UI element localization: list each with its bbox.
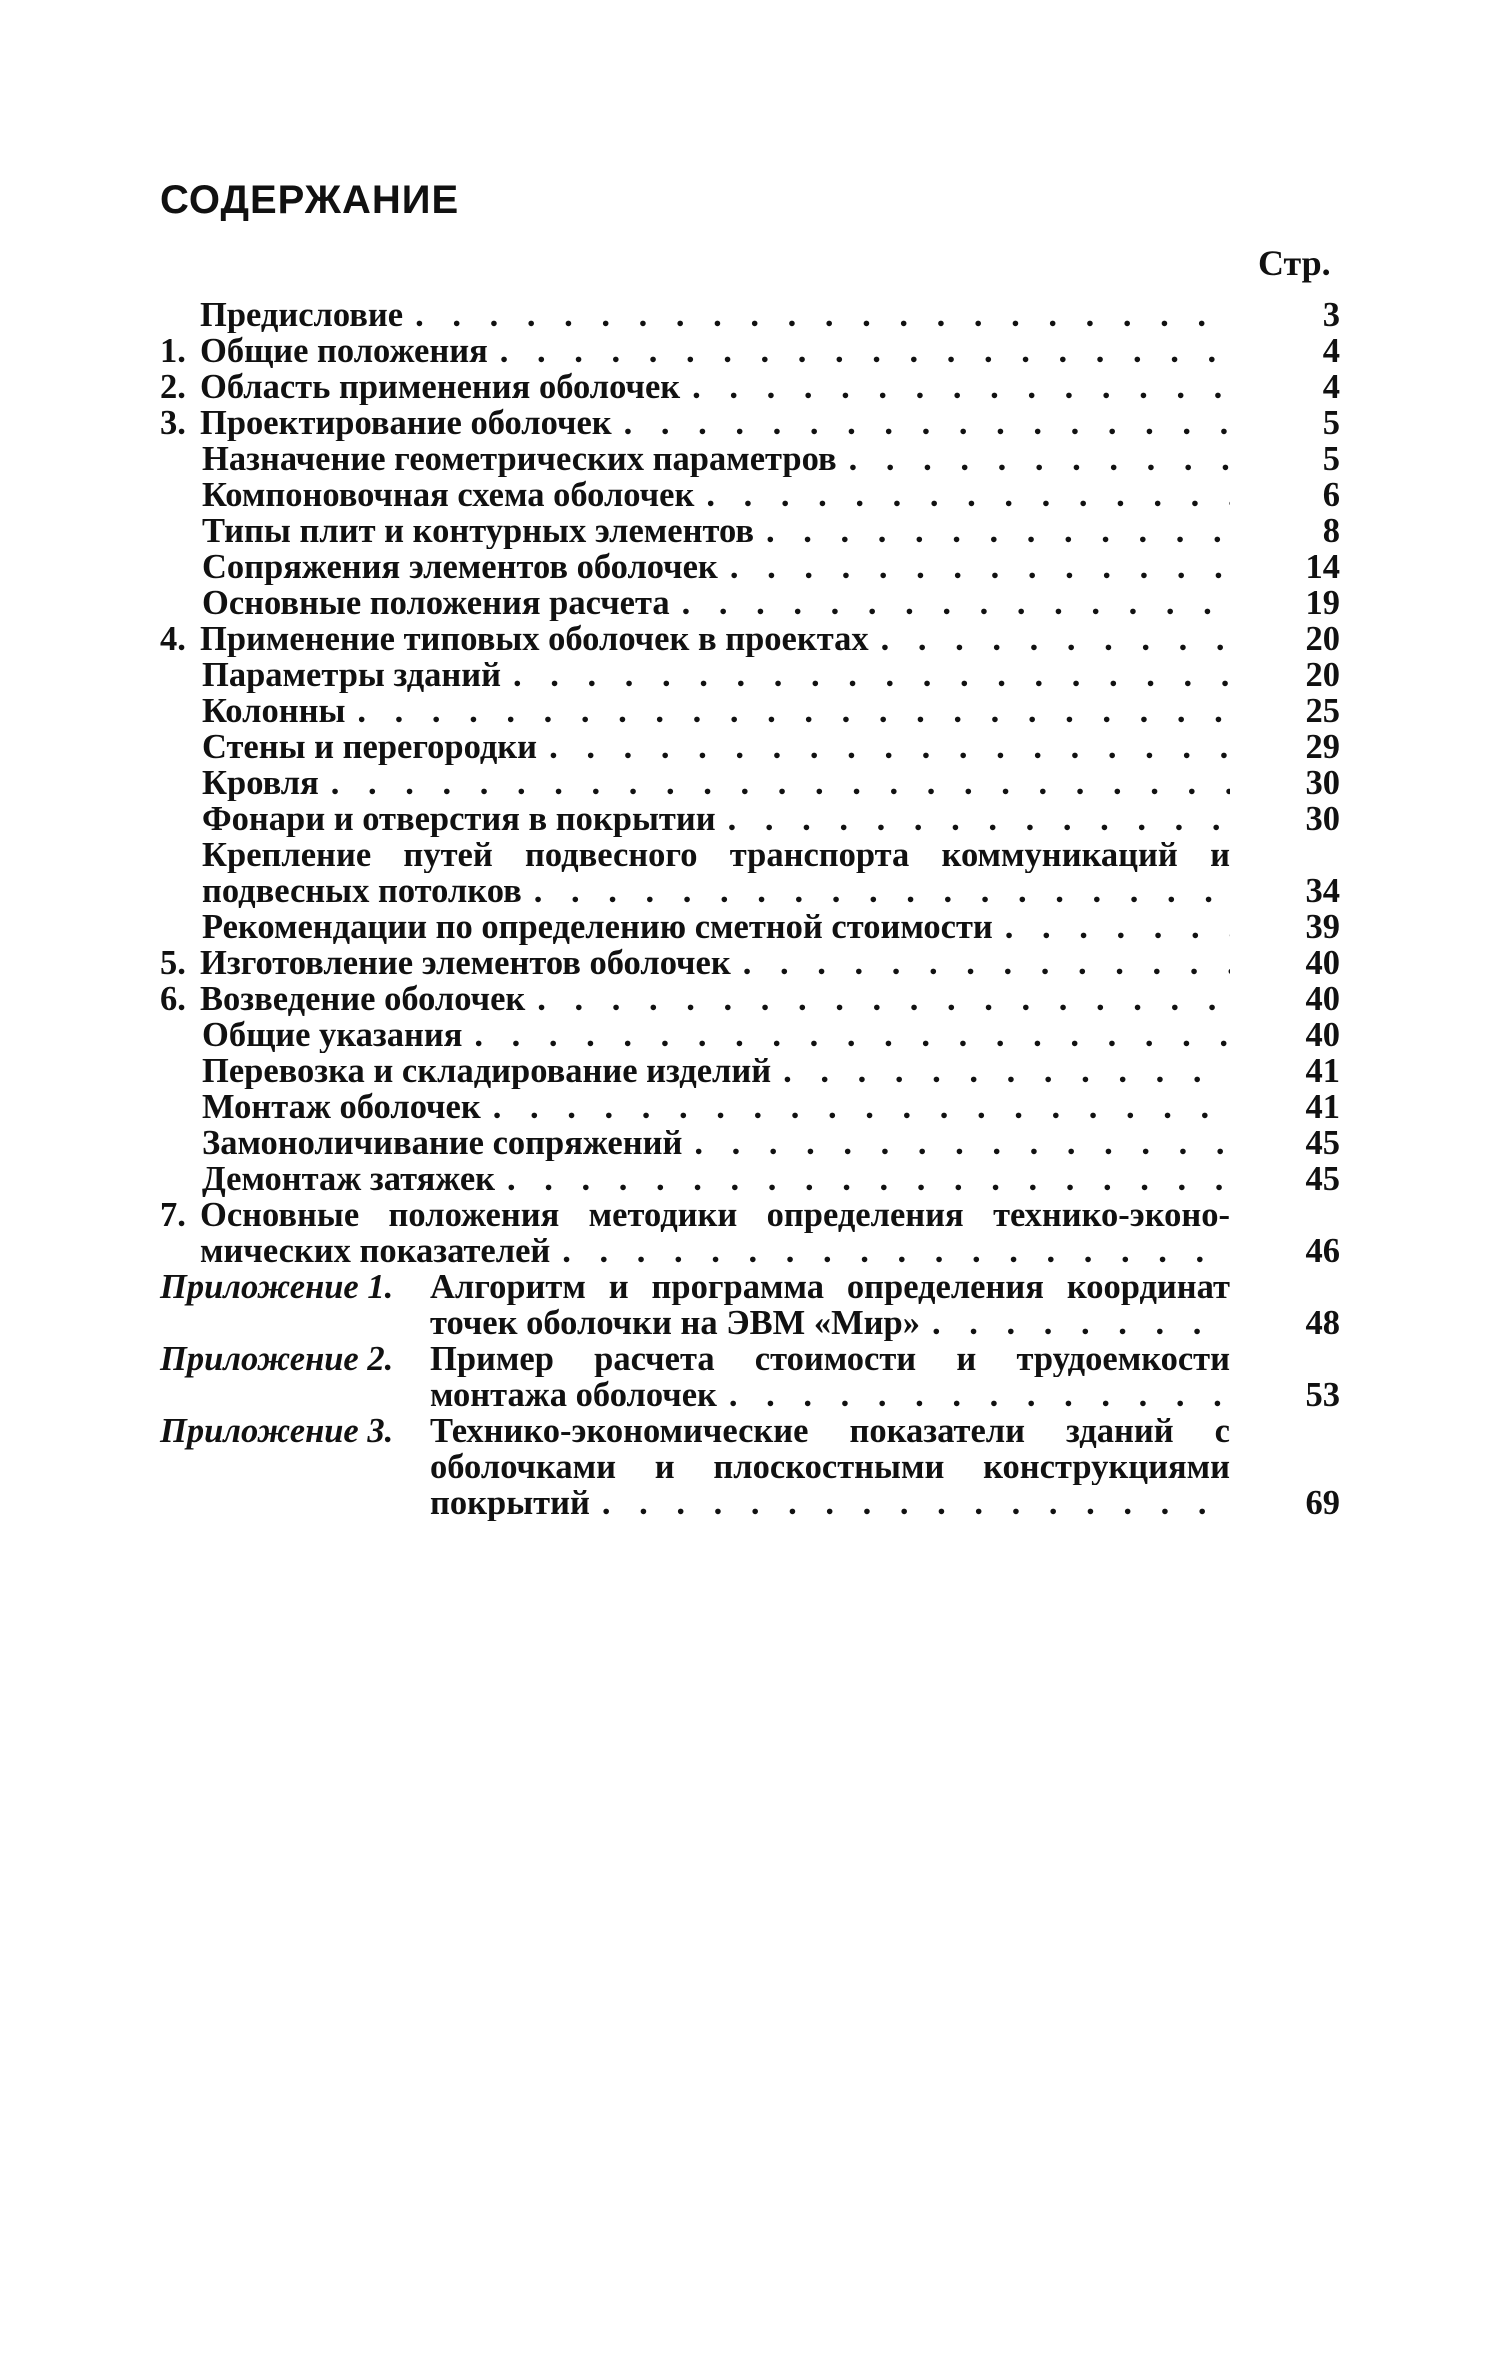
dot-leader xyxy=(716,801,1230,837)
entry-title-text: Колонны xyxy=(202,693,346,729)
entry-number: 2. xyxy=(160,368,186,406)
toc-entry[interactable] xyxy=(160,441,1340,477)
dot-leader xyxy=(501,657,1230,693)
entry-title-text: Демонтаж затяжек xyxy=(202,1161,496,1197)
entry-title xyxy=(202,549,1230,585)
entry-page-number: 14 xyxy=(1305,548,1340,586)
dot-leader xyxy=(680,369,1230,405)
entry-title xyxy=(200,621,1230,657)
entry-page-number: 34 xyxy=(1305,872,1340,910)
entry-title-text: Рекомендации по определению сметной стоимости xyxy=(202,909,993,945)
entry-title-text: подвесных потолков xyxy=(202,873,522,909)
entry-page-number: 5 xyxy=(1322,440,1340,478)
toc-entry[interactable] xyxy=(160,549,1340,585)
entry-title-text: Крепление путей подвесного транспорта коммуникаций и xyxy=(202,837,1230,873)
entry-title-text: Применение типовых оболочек в проектах xyxy=(200,621,869,657)
entry-page-number: 41 xyxy=(1305,1052,1340,1090)
toc-entry[interactable] xyxy=(160,765,1340,801)
entry-title xyxy=(200,369,1230,405)
entry-title xyxy=(200,945,1230,981)
entry-title-text: Типы плит и контурных элементов xyxy=(202,513,754,549)
entry-title-text: оболочками и плоскостными конструкциями xyxy=(430,1449,1230,1485)
entry-title xyxy=(430,1413,1230,1449)
toc-entry[interactable] xyxy=(160,837,1340,873)
dot-leader xyxy=(670,585,1230,621)
entry-title xyxy=(202,729,1230,765)
entry-number: 4. xyxy=(160,620,186,658)
entry-title xyxy=(200,297,1230,333)
entry-page-number: 6 xyxy=(1322,476,1340,514)
entry-title-text: Фонари и отверстия в покрытии xyxy=(202,801,716,837)
entry-title xyxy=(202,1161,1230,1197)
entry-title-text: Общие положения xyxy=(200,333,488,369)
entry-page-number: 4 xyxy=(1322,332,1340,370)
entry-title xyxy=(202,585,1230,621)
entry-page-number: 30 xyxy=(1305,800,1340,838)
entry-page-number: 69 xyxy=(1305,1484,1340,1522)
toc-entry[interactable] xyxy=(160,477,1340,513)
toc-entry[interactable] xyxy=(160,1089,1340,1125)
entry-page-number: 53 xyxy=(1305,1376,1340,1414)
entry-title-text: Технико-экономические показатели зданий с xyxy=(430,1413,1230,1449)
entry-title-text: Алгоритм и программа определения координат xyxy=(430,1269,1230,1305)
entry-number: 7. xyxy=(160,1196,186,1234)
entry-title-text: Сопряжения элементов оболочек xyxy=(202,549,718,585)
entry-page-number: 46 xyxy=(1305,1232,1340,1270)
dot-leader xyxy=(682,1125,1230,1161)
entry-title-text: Пример расчета стоимости и трудоемкости xyxy=(430,1341,1230,1377)
entry-page-number: 40 xyxy=(1305,980,1340,1018)
entry-title-text: Изготовление элементов оболочек xyxy=(200,945,731,981)
entry-title xyxy=(200,333,1230,369)
dot-leader xyxy=(488,333,1230,369)
entry-title xyxy=(202,801,1230,837)
entry-title-text: Основные положения расчета xyxy=(202,585,670,621)
dot-leader xyxy=(717,1377,1230,1413)
entry-title xyxy=(202,873,1230,909)
dot-leader xyxy=(612,405,1230,441)
entry-page-number: 39 xyxy=(1305,908,1340,946)
dot-leader xyxy=(462,1017,1230,1053)
toc-entry[interactable] xyxy=(160,1161,1340,1197)
entry-title-text: Область применения оболочек xyxy=(200,369,681,405)
dot-leader xyxy=(754,513,1230,549)
entry-title xyxy=(430,1341,1230,1377)
entry-page-number: 5 xyxy=(1322,404,1340,442)
entry-number: 3. xyxy=(160,404,186,442)
entry-page-number: 25 xyxy=(1305,692,1340,730)
toc-entry[interactable] xyxy=(160,981,1340,1017)
dot-leader xyxy=(403,297,1230,333)
table-of-contents xyxy=(160,297,1340,1521)
entry-title xyxy=(430,1377,1230,1413)
entry-title xyxy=(430,1449,1230,1485)
entry-page-number: 48 xyxy=(1305,1304,1340,1342)
toc-entry[interactable] xyxy=(160,873,1340,909)
entry-page-number: 29 xyxy=(1305,728,1340,766)
dot-leader xyxy=(718,549,1230,585)
appendix-label: Приложение 3. xyxy=(160,1412,394,1450)
dot-leader xyxy=(550,1233,1230,1269)
dot-leader xyxy=(731,945,1230,981)
entry-title xyxy=(202,693,1230,729)
entry-title-text: мических показателей xyxy=(200,1233,551,1269)
entry-title-text: Монтаж оболочек xyxy=(202,1089,481,1125)
toc-entry[interactable] xyxy=(160,1053,1340,1089)
entry-title xyxy=(202,909,1230,945)
entry-title-text: Проектирование оболочек xyxy=(200,405,612,441)
entry-page-number: 41 xyxy=(1305,1088,1340,1126)
toc-entry[interactable] xyxy=(160,1449,1340,1485)
entry-title-text: Параметры зданий xyxy=(202,657,502,693)
toc-entry[interactable] xyxy=(160,1377,1340,1413)
entry-title xyxy=(200,1197,1230,1233)
appendix-label: Приложение 2. xyxy=(160,1340,394,1378)
entry-number: 6. xyxy=(160,980,186,1018)
page-title: СОДЕРЖАНИЕ xyxy=(160,178,460,222)
entry-title xyxy=(202,441,1230,477)
dot-leader xyxy=(869,621,1230,657)
entry-page-number: 19 xyxy=(1305,584,1340,622)
entry-page-number: 45 xyxy=(1305,1124,1340,1162)
toc-entry[interactable] xyxy=(160,1305,1340,1341)
toc-entry[interactable] xyxy=(160,693,1340,729)
dot-leader xyxy=(525,981,1230,1017)
entry-title xyxy=(202,1017,1230,1053)
dot-leader xyxy=(495,1161,1230,1197)
entry-title xyxy=(202,837,1230,873)
entry-title xyxy=(202,1125,1230,1161)
dot-leader xyxy=(920,1305,1230,1341)
toc-entry[interactable] xyxy=(160,513,1340,549)
dot-leader xyxy=(481,1089,1230,1125)
entry-title xyxy=(202,1053,1230,1089)
dot-leader xyxy=(345,693,1230,729)
toc-entry[interactable] xyxy=(160,369,1340,405)
entry-title-text: Основные положения методики определения технико-эконо- xyxy=(200,1197,1230,1233)
dot-leader xyxy=(837,441,1230,477)
entry-title xyxy=(202,513,1230,549)
entry-title-text: Перевозка и складирование изделий xyxy=(202,1053,772,1089)
entry-number: 1. xyxy=(160,332,186,370)
toc-entry[interactable] xyxy=(160,585,1340,621)
toc-entry[interactable] xyxy=(160,1197,1340,1233)
entry-title xyxy=(202,765,1230,801)
toc-entry[interactable] xyxy=(160,657,1340,693)
dot-leader xyxy=(537,729,1230,765)
entry-title-text: Возведение оболочек xyxy=(200,981,526,1017)
entry-page-number: 40 xyxy=(1305,1016,1340,1054)
dot-leader xyxy=(319,765,1230,801)
entry-title-text: Общие указания xyxy=(202,1017,463,1053)
toc-entry[interactable] xyxy=(160,621,1340,657)
dot-leader xyxy=(771,1053,1230,1089)
entry-title-text: точек оболочки на ЭВМ «Мир» xyxy=(430,1305,920,1341)
dot-leader xyxy=(522,873,1230,909)
entry-title xyxy=(202,657,1230,693)
entry-page-number: 20 xyxy=(1305,620,1340,658)
dot-leader xyxy=(590,1485,1230,1521)
page-column-label: Стр. xyxy=(1258,243,1331,283)
toc-entry[interactable] xyxy=(160,297,1340,333)
toc-entry[interactable] xyxy=(160,405,1340,441)
entry-title-text: Назначение геометрических параметров xyxy=(202,441,837,477)
entry-title xyxy=(200,1233,1230,1269)
dot-leader xyxy=(993,909,1230,945)
dot-leader xyxy=(694,477,1230,513)
toc-entry[interactable] xyxy=(160,333,1340,369)
entry-title xyxy=(430,1485,1230,1521)
entry-page-number: 3 xyxy=(1322,296,1340,334)
entry-title xyxy=(430,1269,1230,1305)
entry-title-text: Замоноличивание сопряжений xyxy=(202,1125,683,1161)
toc-entry[interactable] xyxy=(160,1413,1340,1449)
entry-title xyxy=(430,1305,1230,1341)
toc-entry[interactable] xyxy=(160,1485,1340,1521)
entry-page-number: 40 xyxy=(1305,944,1340,982)
entry-title xyxy=(202,477,1230,513)
entry-title-text: монтажа оболочек xyxy=(430,1377,717,1413)
toc-entry[interactable] xyxy=(160,945,1340,981)
entry-title-text: Предисловие xyxy=(200,297,404,333)
appendix-label: Приложение 1. xyxy=(160,1268,394,1306)
toc-entry[interactable] xyxy=(160,801,1340,837)
entry-page-number: 20 xyxy=(1305,656,1340,694)
entry-title-text: Стены и перегородки xyxy=(202,729,538,765)
entry-page-number: 45 xyxy=(1305,1160,1340,1198)
toc-entry[interactable] xyxy=(160,909,1340,945)
entry-title xyxy=(202,1089,1230,1125)
toc-entry[interactable] xyxy=(160,1017,1340,1053)
entry-title-text: Компоновочная схема оболочек xyxy=(202,477,695,513)
entry-title xyxy=(200,405,1230,441)
entry-title xyxy=(200,981,1230,1017)
entry-title-text: Кровля xyxy=(202,765,319,801)
toc-entry[interactable] xyxy=(160,1233,1340,1269)
entry-page-number: 30 xyxy=(1305,764,1340,802)
entry-page-number: 8 xyxy=(1322,512,1340,550)
toc-entry[interactable] xyxy=(160,1125,1340,1161)
entry-title-text: покрытий xyxy=(430,1485,590,1521)
entry-number: 5. xyxy=(160,944,186,982)
toc-entry[interactable] xyxy=(160,729,1340,765)
entry-page-number: 4 xyxy=(1322,368,1340,406)
toc-entry[interactable] xyxy=(160,1341,1340,1377)
toc-entry[interactable] xyxy=(160,1269,1340,1305)
